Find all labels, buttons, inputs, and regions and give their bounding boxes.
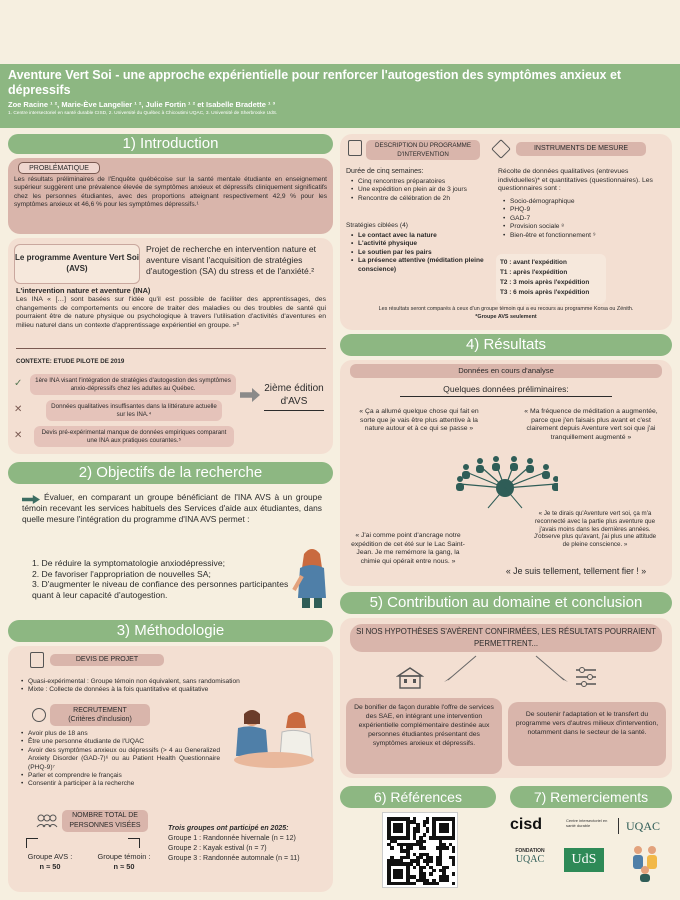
clipboard-icon xyxy=(348,140,362,156)
quote-3: « Je te dirais qu'Aventure vert soi, ça m'a reconnecté avec la partie plus aventure que j'avais moins dans les dernières années. J'observe plus qu'avant, j'ai plus une attitude de pleine conscience. » xyxy=(533,510,657,549)
fondation-logo xyxy=(512,848,548,865)
poster-header xyxy=(0,64,680,128)
strategy-item: • Le soutien par les pairs xyxy=(350,249,490,257)
objective-item: 1. De réduire la symptomatologie anxiodépressive; xyxy=(32,558,225,568)
section-heading-results: 4) Résultats xyxy=(340,334,672,356)
fondation-label: FONDATION xyxy=(515,848,545,854)
group-avs xyxy=(14,852,86,871)
contribution-card xyxy=(340,618,672,778)
duration-item: • Une expédition en plein air de 3 jours xyxy=(350,186,490,194)
contribution-left: De bonifier de façon durable l'offre de services des SAE, en intégrant une intervention expérientielle complémentaire destinée aux personnes étudiantes présentant des symptômes anxieux et dépressifs. xyxy=(346,698,502,774)
ina-title: L'intervention nature et aventure (INA) xyxy=(16,286,151,295)
strategy-item: • La présence attentive (méditation pleine conscience) xyxy=(350,257,490,274)
group-temoin-n: n ≈ 50 xyxy=(113,861,135,871)
quote-4: « J'ai comme point d'ancrage notre expédition de cet été sur le Lac Saint-Jean. Je me remémore la gang, la chimie qui opérait entre nous. » xyxy=(351,532,465,565)
avs-program-box xyxy=(14,244,140,284)
person-icon xyxy=(32,708,46,722)
results-status: Données en cours d'analyse xyxy=(350,364,662,378)
duration-item: • Cinq rencontres préparatoires xyxy=(350,178,490,186)
three-groups xyxy=(168,824,328,864)
divider xyxy=(400,396,612,397)
strategies-title: Stratégies ciblées (4) xyxy=(346,222,408,229)
group-icon xyxy=(36,814,58,828)
design-item: • Quasi-expérimental : Groupe témoin non équivalent, sans randomisation xyxy=(20,678,320,686)
recruit-item: • Être une personne étudiante de l'UQAC xyxy=(20,738,220,746)
duration-title: Durée de cinq semaines: xyxy=(346,168,424,175)
timepoint: T1 : après l'expédition xyxy=(500,269,568,276)
poster-affiliations: 1. Centre intersectoriel en santé durable CISD, 2. Université du Québec à Chicoutimi UQAC, 3. Université de Sherbrooke UdS. xyxy=(8,111,278,116)
recruit-list xyxy=(20,730,220,789)
three-groups-title: Trois groupes ont participé en 2025: xyxy=(168,825,289,832)
recruit-item: • Avoir plus de 18 ans xyxy=(20,730,220,738)
program-instruments-card xyxy=(340,134,672,330)
group-avs-n: n ≈ 50 xyxy=(39,861,61,871)
timepoint: T2 : 3 mois après l'expédition xyxy=(500,279,590,286)
recruit-item: • Avoir des symptômes anxieux ou dépressifs (> 4 au Generalized Anxiety Disorder (GAD-7)⁶ ou au Patient Health Questionnaire (PHQ-9)⁷ xyxy=(20,747,220,772)
contribution-right: De soutenir l'adaptation et le transfert du programme vers d'autres milieux d'intervention, notamment dans le secteur de la santé. xyxy=(508,702,666,766)
section-heading-introduction: 1) Introduction xyxy=(8,134,333,154)
group-temoin-label: Groupe témoin : xyxy=(97,852,151,861)
group-item: Groupe 2 : Kayak estival (n = 7) xyxy=(168,845,267,852)
instrument-item: • PHQ-9 xyxy=(502,206,652,214)
cisd-sub: Centre intersectoriel en santé durable xyxy=(566,818,608,828)
compare-note: Les résultats seront comparés à ceux d'un groupe témoin qui a eu recours au programme Korsa ou Zénith. xyxy=(378,306,634,312)
results-card xyxy=(340,360,672,586)
edition-label: 2ième édition d'AVS xyxy=(264,382,324,411)
quote-5: « Je suis tellement, tellement fier ! » xyxy=(505,566,647,576)
instrument-item: • Bien-être et fonctionnement ⁹ xyxy=(502,232,652,240)
connector xyxy=(26,838,38,848)
arrow-right-icon xyxy=(240,388,260,402)
instrument-item: • Provision sociale ⁸ xyxy=(502,223,652,231)
instruments-intro: Récolte de données qualitatives (entrevues individuelles)* et quantitatives (questionnaires). Les questionnaires sont : xyxy=(498,168,653,193)
pencil-icon xyxy=(491,139,511,159)
design-item: • Mixte : Collecte de données à la fois quantitative et qualitative xyxy=(20,686,320,694)
check-icon: ✓ xyxy=(14,378,23,389)
uqac-logo: UQAC xyxy=(626,819,661,833)
problem-text: Les résultats préliminaires de l'Enquête québécoise sur la santé mentale étudiante en enseignement supérieur suggèrent une prévalence élevée de symptômes anxieux et dépressifs cliniquement significatifs chez les personnes étudiantes, avec des proportions atteignant respectivement 42,9 % pour les symptômes anxieux et 46,6 % pour les symptômes dépressifs.¹ xyxy=(14,176,327,208)
sponsor-logos xyxy=(510,812,672,894)
avs-program-label: Le programme Aventure Vert Soi (AVS) xyxy=(15,253,139,273)
instrument-item: • GAD-7 xyxy=(502,215,652,223)
recruit-label-box xyxy=(50,704,150,726)
recruit-sub: (Critères d'inclusion) xyxy=(68,716,132,723)
section-heading-thanks: 7) Remerciements xyxy=(510,786,672,808)
qr-pattern xyxy=(387,817,455,885)
problem-card xyxy=(8,158,333,234)
poster-title: Aventure Vert Soi - une approche expérientielle pour renforcer l'autogestion des symptômes anxieux et dépressifs xyxy=(8,68,622,97)
context-item-1: 1ère INA visant l'intégration de stratégies d'autogestion des symptômes anxio-dépressifs chez les adultes au Québec. xyxy=(30,374,236,395)
group-avs-label: Groupe AVS : xyxy=(27,852,73,861)
design-list xyxy=(20,678,320,695)
instruments-list xyxy=(502,198,652,240)
recruit-item: • Parler et comprendre le français xyxy=(20,772,220,780)
timepoint: T0 : avant l'expédition xyxy=(500,259,567,266)
sliders-icon xyxy=(574,664,598,690)
divider xyxy=(618,818,619,834)
recruit-item: • Consentir à participer à la recherche xyxy=(20,780,220,788)
contribution-banner: SI NOS HYPOTHÈSES S'AVÈRENT CONFIRMÉES, LES RÉSULTATS POURRAIENT PERMETTRENT... xyxy=(350,624,662,652)
section-heading-methodology: 3) Méthodologie xyxy=(8,620,333,642)
quote-2: « Ma fréquence de méditation a augmentée, parce que j'en faisais plus avant et c'est clairement depuis Aventure vert soi que j'ai tranquillement augmenté » xyxy=(524,408,658,441)
section-heading-contribution: 5) Contribution au domaine et conclusion xyxy=(340,592,672,614)
context-label: CONTEXTE: ETUDE PILOTE DE 2019 xyxy=(16,358,125,365)
instruments-label: INSTRUMENTS DE MESURE xyxy=(516,142,646,156)
strategies-list xyxy=(350,232,490,274)
quote-1: « Ça a allumé quelque chose qui fait en sorte que je vais être plus attentive à la nature autour et à ce qui se passe » xyxy=(359,408,479,433)
compare-note-2: *Groupe AVS seulement xyxy=(475,314,537,320)
context-item-2: Données qualitatives insuffisantes dans la littérature actuelle sur les INA.⁴ xyxy=(46,400,222,421)
connector xyxy=(128,838,140,848)
section-heading-references: 6) Références xyxy=(340,786,496,808)
recruit-label: RECRUTEMENT xyxy=(73,707,127,714)
document-icon xyxy=(30,652,44,668)
program-card xyxy=(8,238,333,454)
design-label: DEVIS DE PROJET xyxy=(50,654,164,666)
group-item: Groupe 3 : Randonnée automnale (n = 11) xyxy=(168,855,300,862)
timepoints-box xyxy=(496,254,606,304)
strategy-item: • Le contact avec la nature xyxy=(350,232,490,240)
objective-item: 3. D'augmenter le niveau de confiance des personnes participantes quant à leur capacité d'autogestion. xyxy=(32,579,289,600)
uds-logo: UdS xyxy=(564,848,604,872)
divider xyxy=(16,348,326,349)
duration-item: • Rencontre de célébration de 2h xyxy=(350,195,490,203)
problem-label: PROBLÉMATIQUE xyxy=(18,162,100,174)
total-label: NOMBRE TOTAL DE PERSONNES VISÉES xyxy=(62,810,148,832)
fondation-uqac-label: UQAC xyxy=(515,854,545,865)
timepoint: T3 : 6 mois après l'expédition xyxy=(500,289,590,296)
objectives-block xyxy=(8,490,333,612)
strategy-item: • L'activité physique xyxy=(350,240,490,248)
duration-list xyxy=(350,178,490,203)
cross-icon: ✕ xyxy=(14,404,23,415)
context-item-3: Devis pré-expérimental manque de données empiriques comparant une INA aux pratiques courantes.⁵ xyxy=(34,426,234,447)
instrument-item: • Socio-démographique xyxy=(502,198,652,206)
objectives-list xyxy=(32,558,294,600)
people-illustration xyxy=(222,706,326,776)
methodology-card xyxy=(8,646,333,892)
branch-arrows xyxy=(340,654,672,684)
ina-text: Les INA « […] sont basées sur l'idée qu'il est possible de faciliter des apprentissages, des changements de comportements ou encore de traiter des maladies ou des troubles de santé qui pourraient être de nature physique ou psychologique à travers l'utilisation d'activités d'aventures en milieu naturel dans un contexte d'apprentissage expérientiel en groupe. »³ xyxy=(16,296,326,329)
cisd-logo: cisd xyxy=(510,816,543,833)
results-prelim: Quelques données préliminaires: xyxy=(443,384,569,394)
person-illustration xyxy=(290,546,334,608)
objective-item: 2. De favoriser l'appropriation de nouvelles SA; xyxy=(32,568,211,579)
people-group-icon xyxy=(628,842,664,882)
building-icon xyxy=(396,666,424,690)
section-heading-objectives: 2) Objectifs de la recherche xyxy=(8,462,333,484)
group-temoin xyxy=(88,852,160,871)
group-item: Groupe 1 : Randonnée hivernale (n = 12) xyxy=(168,835,296,842)
program-label: DESCRIPTION DU PROGRAMME D'INTERVENTION xyxy=(366,140,480,160)
poster-authors: Zoe Racine ¹ ², Marie-Ève Langelier ¹ ², Julie Fortin ¹ ² et Isabelle Bradette ¹ ³ xyxy=(8,100,276,109)
avs-program-desc: Projet de recherche en intervention nature et aventure visant l'acquisition de stratégies d'autogestion (SA) du stress et de l'anxiété.² xyxy=(146,244,317,276)
qr-code[interactable] xyxy=(382,812,458,888)
cross-icon: ✕ xyxy=(14,430,23,441)
objectives-text: Évaluer, en comparant un groupe bénéficiant de l'INA AVS à un groupe témoin recevant les services habituels des Services d'aide aux étudiantes, dans quelle mesure l'intégration du programme d'INA AVS permet : xyxy=(22,492,322,524)
